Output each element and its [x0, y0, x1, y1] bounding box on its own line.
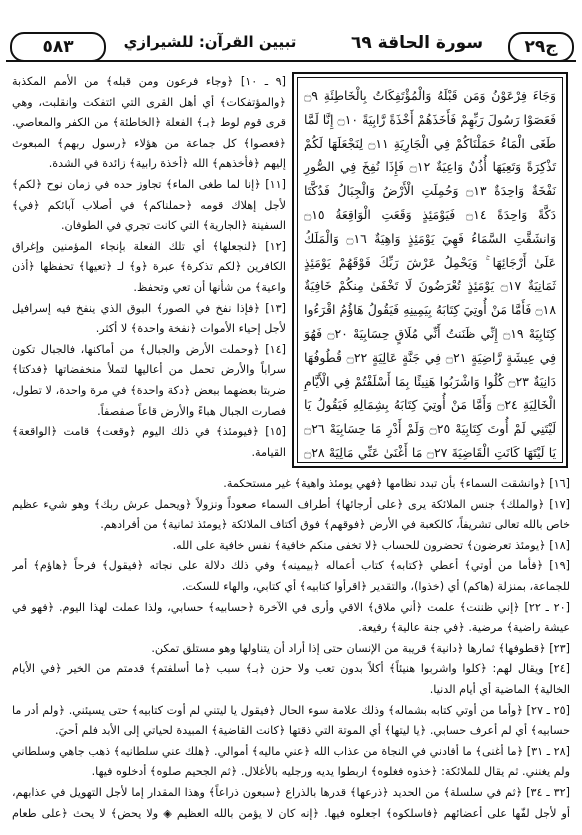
tafsir-paragraph: [١٥] ﴿فيومئذ﴾ في ذلك اليوم ﴿وقعت﴾ قامت ﴿الواقعة﴾ القيامة.	[12, 425, 286, 459]
juz-number: ج٢٩	[508, 32, 574, 62]
tafsir-paragraph: [٢٣] ﴿قطوفها﴾ ثمارها ﴿دانية﴾ قريبة من الإنسان حتى إذا أراد أن يتناولها وهو مستلق تمكن.	[151, 641, 570, 655]
tafsir-paragraph: [١٩] ﴿فأما من أوتي﴾ أعطي ﴿كتابه﴾ كتاب أعماله ﴿بيمينه﴾ وفي ذلك دلالة على نجاته ﴿فيقول﴾ فرحاً ﴿هاؤم﴾ أمر للجماعة، بمنزلة (هاكم) أي (خذوا)، والتقدير ﴿اقرأوا كتابيه﴾ أي كتابي، والهاء للسكت.	[12, 559, 570, 593]
tafsir-side-column	[12, 72, 286, 472]
tafsir-paragraph: [٢٨ ـ ٣١] ﴿ما أغنى﴾ ما أفادني في النجاة من عذاب الله ﴿عني ماليه﴾ أموالي. ﴿هلك عني سلطانيه﴾ ذهب جاهي وسلطاني ولم يغنني. ثم يقال للملائكة: ﴿خذوه فغلوه﴾ اربطوا يديه ورجليه بالأغلال. ﴿ثم الجحيم صلوه﴾ أدخلوه فيها.	[12, 744, 570, 779]
quran-text: وَجَاءَ فِرْعَوْنُ وَمَن قَبْلَهُ وَالْمُؤْتَفِكَاتُ بِالْخَاطِئَةِ ۝٩ فَعَصَوْا رَسُولَ رَبِّهِمْ فَأَخَذَهُمْ أَخْذَةً رَّابِيَةً ۝١٠ إِنَّا لَمَّا طَغَى الْمَاءُ حَمَلْنَاكُمْ فِي الْجَارِيَةِ ۝١١ لِنَجْعَلَهَا لَكُمْ تَذْكِرَةً وَتَعِيَهَا أُذُنٌ وَاعِيَةٌ ۝١٢ فَإِذَا نُفِخَ فِي الصُّورِ نَفْخَةٌ وَاحِدَةٌ ۝١٣ وَحُمِلَتِ الْأَرْضُ وَالْجِبَالُ فَدُكَّتَا دَكَّةً وَاحِدَةً ۝١٤ فَيَوْمَئِذٍ وَقَعَتِ الْوَاقِعَةُ ۝١٥ وَانشَقَّتِ السَّمَاءُ فَهِيَ يَوْمَئِذٍ وَاهِيَةٌ ۝١٦ وَالْمَلَكُ عَلَىٰ أَرْجَائِهَا ۚ وَيَحْمِلُ عَرْشَ رَبِّكَ فَوْقَهُمْ يَوْمَئِذٍ ثَمَانِيَةٌ ۝١٧ يَوْمَئِذٍ تُعْرَضُونَ لَا تَخْفَىٰ مِنكُمْ خَافِيَةٌ ۝١٨ فَأَمَّا مَنْ أُوتِيَ كِتَابَهُ بِيَمِينِهِ فَيَقُولُ هَاؤُمُ اقْرَءُوا كِتَابِيَهْ ۝١٩ إِنِّي ظَنَنتُ أَنِّي مُلَاقٍ حِسَابِيَهْ ۝٢٠ فَهُوَ فِي عِيشَةٍ رَّاضِيَةٍ ۝٢١ فِي جَنَّةٍ عَالِيَةٍ ۝٢٢ قُطُوفُهَا دَانِيَةٌ ۝٢٣ كُلُوا وَاشْرَبُوا هَنِيئًا بِمَا أَسْلَفْتُمْ فِي الْأَيَّامِ الْخَالِيَةِ ۝٢٤ وَأَمَّا مَنْ أُوتِيَ كِتَابَهُ بِشِمَالِهِ فَيَقُولُ يَا لَيْتَنِي لَمْ أُوتَ كِتَابِيَهْ ۝٢٥ وَلَمْ أَدْرِ مَا حِسَابِيَهْ ۝٢٦ يَا لَيْتَهَا كَانَتِ الْقَاضِيَةَ ۝٢٧ مَا أَغْنَىٰ عَنِّي مَالِيَهْ ۝٢٨	[297, 77, 563, 463]
tafsir-paragraph: [١١] ﴿إنا لما طغى الماء﴾ تجاوز حده في زمان نوح ﴿لكم﴾ لأجل إهلاك قومه ﴿حملناكم﴾ في أصلاب آبائكم ﴿في﴾ السفينة ﴿الجارية﴾ التي كانت تجري في الطوفان.	[12, 177, 286, 233]
book-title: تبيين القرآن: للشيرازي	[123, 33, 297, 51]
tafsir-paragraph: [١٦] ﴿وانشقت السماء﴾ بأن تبدد نظامها ﴿فهي يومئذ واهية﴾ غير مستحكمة.	[223, 477, 570, 490]
quran-text-frame	[292, 72, 568, 468]
tafsir-paragraph: [٣٢ ـ ٣٤] ﴿ثم في سلسلة﴾ من الحديد ﴿ذرعها﴾ قدرها بالذراع ﴿سبعون ذراعاً﴾ وهذا المقدار إما لأجل التهويل في عذابهم، أو لأجل لفّها على أعضائهم ﴿فاسلكوه﴾ اجعلوه فيها. ﴿إنه كان لا يؤمن بالله العظيم ◈ ولا يحض﴾ لا يحث ﴿على طعام	[12, 785, 570, 820]
page-header	[6, 30, 576, 64]
tafsir-paragraph: [٢٥ ـ ٢٧] ﴿وأما من أوتي كتابه بشماله﴾ وذلك علامة سوء الحال ﴿فيقول يا ليتني لم أوت كتابيه﴾ حتى يسيئني. ﴿ولم أدر ما حسابيه﴾ أي لم أعرف حسابي. ﴿يا ليتها﴾ أي الموتة التي ذقتها ﴿كانت القاضية﴾ المبيدة لحياتي إلى الأبد فلم أحيَ.	[12, 703, 570, 738]
tafsir-full-width	[12, 474, 570, 824]
page-number: ٥٨٣	[10, 32, 106, 62]
surah-title: سورة الحاقة ٦٩	[350, 33, 484, 53]
tafsir-paragraph: [١٤] ﴿وحملت الأرض والجبال﴾ من أماكنها، فالجبال تكون سراباً والأرض تحمل من أعاليها لتملأ منخفضاتها ﴿فدكتا﴾ ضربتا بعضهما ببعض ﴿دكة واحدة﴾ في مرة واحدة، لا تطول، فصارت الجبال هباءً والأرض قاعاً صفصفاً.	[12, 342, 286, 418]
tafsir-paragraph: [١٨] ﴿يومئذ تعرضون﴾ تحضرون للحساب ﴿لا تخفى منكم خافية﴾ نفس خافية على الله.	[172, 538, 570, 552]
tafsir-paragraph: [١٢] ﴿لنجعلها﴾ أي تلك الفعلة بإنجاء المؤمنين وإغراق الكافرين ﴿لكم تذكرة﴾ عبرة ﴿و﴾ لـ ﴿تعيها﴾ تحفظها ﴿أذن واعية﴾ من شأنها أن تعي وتحفظ.	[12, 239, 286, 294]
tafsir-paragraph: [٢٠ ـ ٢٢] ﴿إني ظننت﴾ علمت ﴿أني ملاق﴾ الاقي وأرى في الآخرة ﴿حسابيه﴾ حسابي، ولذا عملت لهذا اليوم. ﴿فهو في عيشة راضية﴾ مرضية. ﴿في جنة عالية﴾ رفيعة.	[12, 600, 570, 635]
tafsir-paragraph: [٩ ـ ١٠] ﴿وجاء فرعون ومن قبله﴾ من الأمم المكذبة ﴿والمؤتفكات﴾ أي أهل القرى التي ائتفكت وانقلبت، وهي قرى قوم لوط ﴿بـ﴾ الفعلة ﴿الخاطئة﴾ من الكفر والمعاصي. ﴿فعصوا﴾ كل جماعة من هؤلاء ﴿رسول ربهم﴾ المبعوث إليهم ﴿فأخذهم﴾ الله ﴿أخذة رابية﴾ زائدة في الشدة.	[12, 75, 286, 171]
tafsir-paragraph: [١٣] ﴿فإذا نفخ في الصور﴾ البوق الذي ينفخ فيه إسرافيل لأجل إحياء الأموات ﴿نفخة واحدة﴾ لا أكثر.	[12, 301, 286, 336]
tafsir-paragraph: [١٧] ﴿والملك﴾ جنس الملائكة يرى ﴿على أرجائها﴾ أطراف السماء صعوداً ونزولاً ﴿ويحمل عرش ربك﴾ وهو شيء عظيم خاص بالله تعالى تشريفاً، كالكعبة في الأرض ﴿فوقهم﴾ فوق أكتاف الملائكة ﴿يومئذ ثمانية﴾ من أفرادهم.	[12, 497, 570, 532]
tafsir-paragraph: [٢٤] ويقال لهم: ﴿كلوا واشربوا هنيئاً﴾ أكلاً بدون تعب ولا حزن ﴿بـ﴾ سبب ﴿ما أسلفتم﴾ قدمتم من الخير ﴿في الأيام الخالية﴾ الماضية أي أيام الدنيا.	[12, 662, 570, 696]
